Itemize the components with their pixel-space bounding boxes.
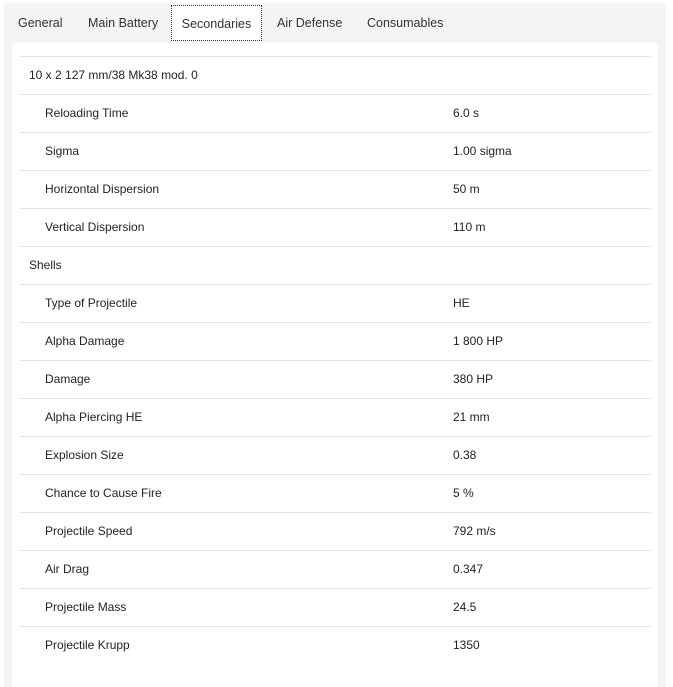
row-value: HE xyxy=(453,296,470,310)
tab-bar xyxy=(4,3,666,43)
row-label: Reloading Time xyxy=(45,106,129,120)
table-row-armament xyxy=(19,57,651,95)
row-value: 1350 xyxy=(453,638,480,652)
table-row xyxy=(19,627,651,665)
table-row xyxy=(19,361,651,399)
row-label: Projectile Speed xyxy=(45,524,133,538)
row-value: 0.347 xyxy=(453,562,484,576)
row-label: Vertical Dispersion xyxy=(45,220,145,234)
table-row xyxy=(19,513,651,551)
section-heading: Shells xyxy=(29,258,62,272)
row-label: Explosion Size xyxy=(45,448,124,462)
table-row xyxy=(19,551,651,589)
row-value: 110 m xyxy=(453,220,486,234)
tab-content xyxy=(12,43,658,687)
table-row xyxy=(19,95,651,133)
table-row xyxy=(19,171,651,209)
tab-main-battery[interactable]: Main Battery xyxy=(88,16,159,30)
table-row xyxy=(19,323,651,361)
row-value: 380 HP xyxy=(453,372,494,386)
row-label: Chance to Cause Fire xyxy=(45,486,162,500)
table-row xyxy=(19,285,651,323)
row-value: 6.0 s xyxy=(453,106,480,120)
row-value: 21 mm xyxy=(453,410,490,424)
tab-air-defense[interactable]: Air Defense xyxy=(277,16,343,30)
table-row xyxy=(19,475,651,513)
row-value: 0.38 xyxy=(453,448,477,462)
secondaries-table xyxy=(19,56,651,665)
row-label: Type of Projectile xyxy=(45,296,138,310)
table-row xyxy=(19,437,651,475)
row-label: Projectile Mass xyxy=(45,600,127,614)
table-row-shells-heading xyxy=(19,247,651,285)
tab-general[interactable]: General xyxy=(18,16,63,30)
row-label: Horizontal Dispersion xyxy=(45,182,160,196)
row-label: Projectile Krupp xyxy=(45,638,130,652)
row-label: Alpha Damage xyxy=(45,334,125,348)
table-row xyxy=(19,589,651,627)
row-value: 1 800 HP xyxy=(453,334,504,348)
row-value: 1.00 sigma xyxy=(453,144,512,158)
table-row xyxy=(19,209,651,247)
row-label: Sigma xyxy=(45,144,80,158)
row-value: 5 % xyxy=(453,486,474,500)
row-label: Alpha Piercing HE xyxy=(45,410,143,424)
row-value: 24.5 xyxy=(453,600,477,614)
tab-secondaries[interactable]: Secondaries xyxy=(171,5,262,41)
row-label: Air Drag xyxy=(45,562,90,576)
table-row xyxy=(19,133,651,171)
stats-panel xyxy=(4,3,666,687)
row-value: 792 m/s xyxy=(453,524,496,538)
row-value: 50 m xyxy=(453,182,480,196)
tab-consumables[interactable]: Consumables xyxy=(367,16,444,30)
row-label: Damage xyxy=(45,372,91,386)
armament-name: 10 x 2 127 mm/38 Mk38 mod. 0 xyxy=(29,68,198,82)
table-row xyxy=(19,399,651,437)
